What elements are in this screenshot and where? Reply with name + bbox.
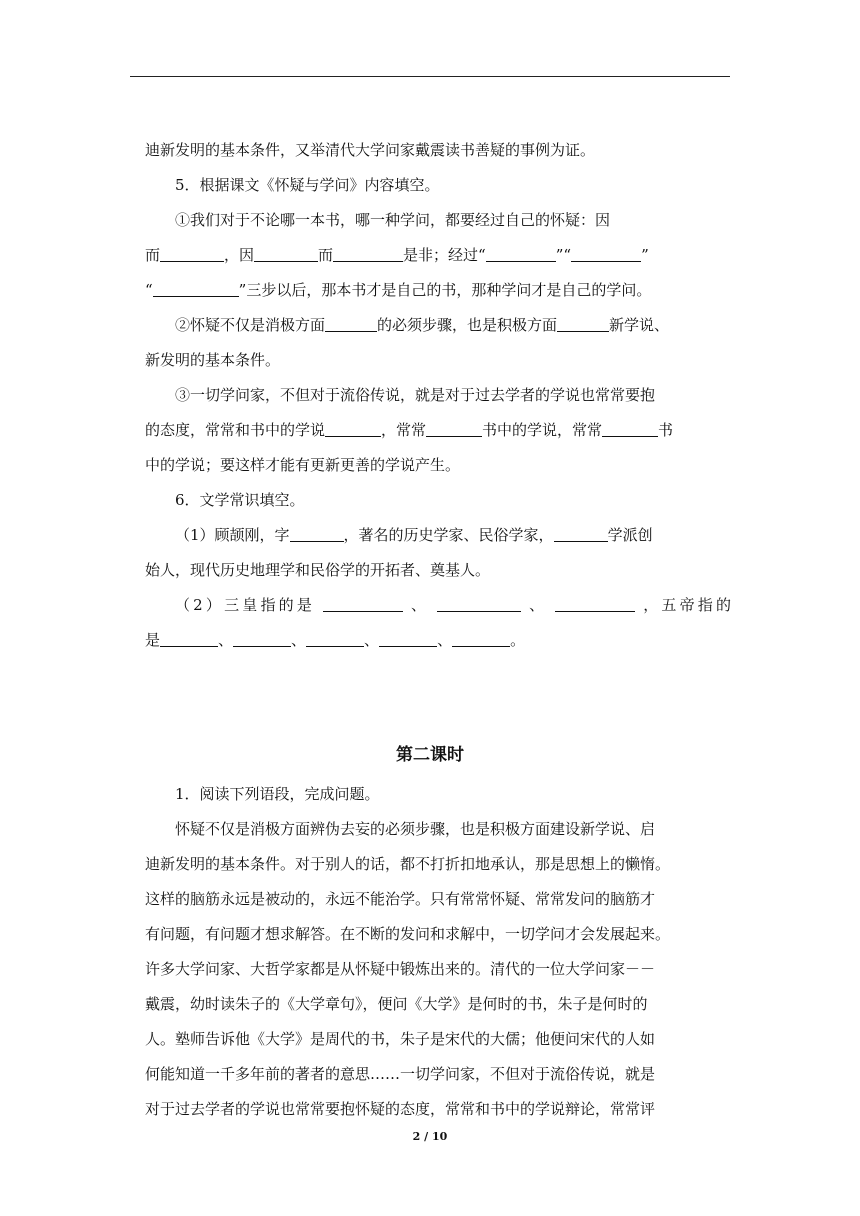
text-fragment: 学派创 <box>607 526 653 544</box>
text-fragment: ，因 <box>224 246 255 264</box>
question-1: 1．阅读下列语段，完成问题。 <box>175 785 380 803</box>
fill-blank[interactable] <box>452 630 510 647</box>
text-fragment: 书中的学说，常常 <box>482 421 603 439</box>
text-fragment: 的必须步骤，也是积极方面 <box>377 316 558 334</box>
text-line: 中的学说；要这样才能有更新更善的学说产生。 <box>145 456 461 474</box>
paragraph-line: 有问题，有问题才想求解答。在不断的发问和求解中，一切学问才会发展起来。 <box>145 925 671 943</box>
fill-blank[interactable] <box>602 420 658 437</box>
text-line: 新发明的基本条件。 <box>145 351 281 369</box>
fill-blank[interactable] <box>254 245 318 262</box>
text-fragment: 、 <box>437 631 453 649</box>
text-fragment: 而 <box>318 246 334 264</box>
text-fragment: 。 <box>510 631 526 649</box>
text-fragment: （2）三皇指的是 <box>175 596 316 614</box>
fill-blank[interactable] <box>325 315 377 332</box>
page-number: 2 / 10 <box>412 1130 448 1143</box>
fill-blank[interactable] <box>290 525 344 542</box>
text-fragment: ，常常 <box>381 421 427 439</box>
fill-blank[interactable] <box>486 245 556 262</box>
fill-blank[interactable] <box>379 630 437 647</box>
fill-line <box>145 273 731 308</box>
fill-blank[interactable] <box>554 525 608 542</box>
fill-blank[interactable] <box>160 630 218 647</box>
text-fragment: “ <box>145 281 153 299</box>
text-fragment: 是 <box>145 631 161 649</box>
paragraph-line: 怀疑不仅是消极方面辨伪去妄的必须步骤，也是积极方面建设新学说、启 <box>175 820 656 838</box>
text-fragment: 、 <box>529 596 548 614</box>
text-line: 始人，现代历史地理学和民俗学的开拓者、奠基人。 <box>145 561 491 579</box>
fill-line <box>145 623 731 658</box>
fill-blank[interactable] <box>333 245 403 262</box>
text-fragment: ”“ <box>555 246 572 264</box>
paragraph-line: 许多大学问家、大哲学家都是从怀疑中锻炼出来的。清代的一位大学问家－－ <box>145 960 656 978</box>
text-fragment: ，著名的历史学家、民俗学家， <box>343 526 554 544</box>
reading-section <box>145 777 731 1127</box>
fill-blank[interactable] <box>557 315 609 332</box>
text-fragment: 是非；经过“ <box>403 246 486 264</box>
question-5: 5．根据课文《怀疑与学问》内容填空。 <box>175 176 440 194</box>
fill-blank[interactable] <box>160 245 224 262</box>
fill-blank[interactable] <box>153 280 239 297</box>
text-fragment: ”三步以后，那本书才是自己的书，那种学问才是自己的学问。 <box>238 281 652 299</box>
fill-line <box>145 518 731 553</box>
paragraph-line: 何能知道一千多年前的著者的意思……一切学问家，不但对于流俗传说，就是 <box>145 1065 656 1083</box>
fill-blank[interactable] <box>306 630 364 647</box>
header-rule <box>130 76 730 77</box>
fill-line <box>145 238 731 273</box>
text-line: 迪新发明的基本条件，又举清代大学问家戴震读书善疑的事例为证。 <box>145 141 596 159</box>
text-fragment: 、 <box>218 631 234 649</box>
fill-blank[interactable] <box>437 595 521 612</box>
fill-blank[interactable] <box>426 420 482 437</box>
exercise-section <box>145 133 731 658</box>
fill-line <box>145 413 731 448</box>
paragraph-line: 人。塾师告诉他《大学》是周代的书，朱子是宋代的大儒；他便问宋代的人如 <box>145 1030 656 1048</box>
text-fragment: ” <box>641 246 649 264</box>
paragraph-line: 对于过去学者的学说也常常要抱怀疑的态度，常常和书中的学说辩论，常常评 <box>145 1100 656 1118</box>
question-6: 6．文学常识填空。 <box>175 491 305 509</box>
text-fragment: （1）顾颉刚，字 <box>175 526 290 544</box>
text-line: ①我们对于不论哪一本书，哪一种学问，都要经过自己的怀疑：因 <box>175 211 611 229</box>
paragraph-line: 这样的脑筋永远是被动的，永远不能治学。只有常常怀疑、常常发问的脑筋才 <box>145 890 656 908</box>
text-fragment: 、 <box>364 631 380 649</box>
text-fragment: 而 <box>145 246 161 264</box>
fill-line <box>145 588 731 623</box>
fill-blank[interactable] <box>555 595 635 612</box>
text-fragment: ，五帝指的 <box>643 596 731 614</box>
text-fragment: ②怀疑不仅是消极方面 <box>175 316 326 334</box>
text-fragment: 、 <box>291 631 307 649</box>
text-fragment: 新学说、 <box>609 316 670 334</box>
fill-blank[interactable] <box>233 630 291 647</box>
fill-blank[interactable] <box>323 595 403 612</box>
text-fragment: 的态度，常常和书中的学说 <box>145 421 326 439</box>
text-fragment: 、 <box>410 596 430 614</box>
section-title: 第二课时 <box>396 745 464 765</box>
text-line: ③一切学问家，不但对于流俗传说，就是对于过去学者的学说也常常要抱 <box>175 386 656 404</box>
paragraph-line: 戴震，幼时读朱子的《大学章句》，便问《大学》是何时的书，朱子是何时的 <box>145 995 648 1013</box>
fill-line <box>145 308 731 343</box>
text-fragment: 书 <box>658 421 674 439</box>
fill-blank[interactable] <box>325 420 381 437</box>
paragraph-line: 迪新发明的基本条件。对于别人的话，都不打折扣地承认，那是思想上的懒惰。 <box>145 855 671 873</box>
fill-blank[interactable] <box>571 245 641 262</box>
